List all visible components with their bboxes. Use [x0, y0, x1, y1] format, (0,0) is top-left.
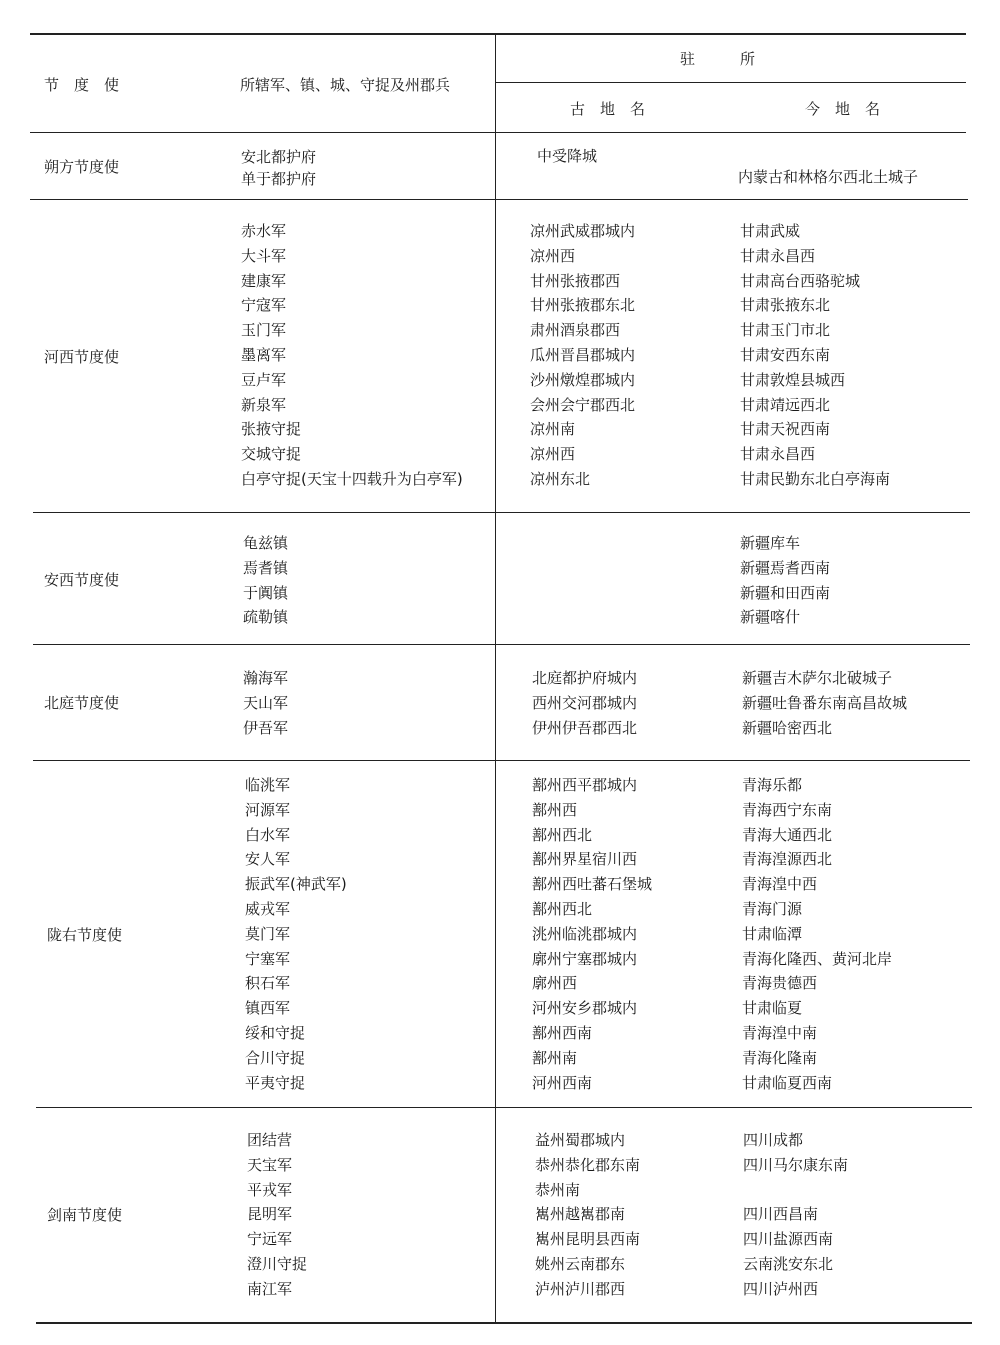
- modern-item: 四川泸州西: [743, 1279, 819, 1298]
- ancient-list: [535, 1128, 640, 1302]
- ancient-item: 鄯州西北: [532, 825, 593, 844]
- modern-item: 新疆和田西南: [740, 583, 831, 602]
- unit-item: 建康军: [241, 271, 287, 290]
- modern-item: 甘肃永昌西: [740, 445, 816, 464]
- header-sub-rule: [496, 82, 966, 83]
- unit-list: [243, 531, 288, 630]
- unit-item: 平戎军: [247, 1180, 293, 1199]
- modern-item: 新疆吉木萨尔北破城子: [742, 669, 893, 687]
- modern-item: 四川成都: [743, 1131, 804, 1149]
- header-ancient-name: 古 地 名: [570, 100, 646, 118]
- section-name: 安西节度使: [44, 571, 120, 589]
- ancient-item: 西州交河郡城内: [532, 693, 638, 712]
- unit-item: 天山军: [243, 693, 289, 712]
- ancient-item: 中受降城: [537, 147, 598, 165]
- ancient-item: 甘州张掖郡东北: [530, 296, 636, 315]
- ancient-item: 廓州宁塞郡城内: [532, 949, 638, 968]
- modern-item: 新疆哈密西北: [742, 718, 833, 737]
- unit-item: 安人军: [245, 850, 291, 869]
- unit-item: 墨离军: [241, 345, 287, 364]
- unit-list: [243, 666, 288, 740]
- unit-item: 天宝军: [247, 1155, 293, 1174]
- ancient-item: 鄯州西吐蕃石堡城: [532, 875, 653, 894]
- unit-item: 镇西军: [245, 999, 291, 1018]
- modern-item: 甘肃靖远西北: [740, 395, 831, 414]
- modern-item: 青海贵德西: [742, 974, 818, 993]
- unit-item: 绥和守捉: [245, 1023, 306, 1042]
- unit-item: 安北都护府: [241, 148, 317, 166]
- unit-item: 伊吾军: [243, 718, 289, 737]
- ancient-item: 凉州东北: [530, 469, 591, 488]
- unit-item: 张掖守捉: [241, 420, 302, 439]
- section-divider: [30, 199, 968, 200]
- table-bottom-rule: [36, 1322, 972, 1324]
- modern-item: 新疆焉耆西南: [740, 558, 831, 577]
- modern-item: 青海化隆西、黄河北岸: [742, 949, 893, 968]
- unit-item: 临洮军: [245, 776, 291, 794]
- ancient-item: 姚州云南郡东: [535, 1254, 626, 1273]
- unit-item: 赤水军: [241, 222, 287, 240]
- header-units: 所辖军、镇、城、守捉及州郡兵: [240, 76, 451, 94]
- ancient-item: 北庭都护府城内: [532, 669, 638, 687]
- header-bottom-rule: [30, 132, 966, 133]
- ancient-item: 河州西南: [532, 1073, 593, 1092]
- header-modern-name: 今 地 名: [805, 100, 881, 118]
- unit-item: 宁塞军: [245, 949, 291, 968]
- table-top-rule: [30, 33, 966, 35]
- ancient-item: 凉州西: [530, 246, 576, 265]
- unit-item: 振武军(神武军): [245, 875, 347, 894]
- ancient-item: 鄯州西北: [532, 899, 593, 918]
- ancient-item: 凉州武威郡城内: [530, 222, 636, 240]
- unit-item: 疏勒镇: [243, 608, 289, 627]
- unit-item: 白水军: [245, 825, 291, 844]
- section-divider: [33, 644, 970, 645]
- ancient-item: 鄯州西: [532, 800, 578, 819]
- ancient-item: 凉州西: [530, 445, 576, 464]
- unit-item: 平夷守捉: [245, 1073, 306, 1092]
- column-divider: [495, 34, 496, 1322]
- modern-item: 青海湟中南: [742, 1023, 818, 1042]
- modern-item: 青海湟中西: [742, 875, 818, 894]
- modern-item: 甘肃张掖东北: [740, 296, 831, 315]
- unit-item: 交城守捉: [241, 445, 302, 464]
- ancient-item: 瓜州晋昌郡城内: [530, 345, 636, 364]
- unit-item: 昆明军: [247, 1205, 293, 1224]
- section-name: 朔方节度使: [44, 158, 120, 176]
- unit-item: 白亭守捉(天宝十四载升为白亭军): [241, 469, 463, 488]
- section-name: 河西节度使: [44, 348, 120, 366]
- header-location: 驻 所: [680, 50, 756, 68]
- modern-item: 青海化隆南: [742, 1048, 818, 1067]
- unit-item: 河源军: [245, 800, 291, 819]
- ancient-item: 益州蜀郡城内: [535, 1131, 626, 1149]
- ancient-item: 嶲州越嶲郡南: [535, 1205, 626, 1224]
- modern-item: 四川盐源西南: [743, 1230, 834, 1249]
- ancient-item: 沙州燉煌郡城内: [530, 370, 636, 389]
- modern-item: 青海乐都: [742, 776, 803, 794]
- ancient-list: [530, 219, 635, 492]
- header-jiedushi: 节 度 使: [44, 76, 120, 94]
- ancient-item: 肃州酒泉郡西: [530, 321, 621, 340]
- modern-item: 云南洮安东北: [743, 1254, 834, 1273]
- ancient-item: 廓州西: [532, 974, 578, 993]
- modern-item: 新疆吐鲁番东南高昌故城: [742, 693, 908, 712]
- modern-item: 甘肃武威: [740, 222, 801, 240]
- modern-item: 青海门源: [742, 899, 803, 918]
- modern-item: 青海湟源西北: [742, 850, 833, 869]
- unit-item: 南江军: [247, 1279, 293, 1298]
- ancient-item: 会州会宁郡西北: [530, 395, 636, 414]
- section-name: 剑南节度使: [47, 1206, 123, 1224]
- ancient-item: 伊州伊吾郡西北: [532, 718, 638, 737]
- ancient-item: 鄯州南: [532, 1048, 578, 1067]
- unit-item: 莫门军: [245, 924, 291, 943]
- unit-item: 焉耆镇: [243, 558, 289, 577]
- unit-item: 龟兹镇: [243, 534, 289, 552]
- modern-item: 青海大通西北: [742, 825, 833, 844]
- ancient-item: 鄯州西南: [532, 1023, 593, 1042]
- modern-item: 甘肃民勤东北白亭海南: [740, 469, 891, 488]
- modern-item: 甘肃安西东南: [740, 345, 831, 364]
- unit-item: 团结营: [247, 1131, 293, 1149]
- unit-item: 豆卢军: [241, 370, 287, 389]
- modern-list: [742, 773, 892, 1095]
- modern-item: 四川马尔康东南: [743, 1155, 849, 1174]
- section-name: 北庭节度使: [44, 694, 120, 712]
- modern-item: 甘肃天祝西南: [740, 420, 831, 439]
- ancient-list: [532, 773, 652, 1095]
- unit-item: 于阗镇: [243, 583, 289, 602]
- modern-item: 新疆库车: [740, 534, 801, 552]
- unit-item: 瀚海军: [243, 669, 289, 687]
- section-divider: [36, 1107, 972, 1108]
- modern-list: [740, 531, 830, 630]
- unit-list: [241, 219, 463, 492]
- ancient-item: 洮州临洮郡城内: [532, 924, 638, 943]
- ancient-item: 恭州南: [535, 1180, 581, 1199]
- ancient-list: [532, 666, 637, 740]
- ancient-item: 凉州南: [530, 420, 576, 439]
- ancient-item: 甘州张掖郡西: [530, 271, 621, 290]
- section-divider: [33, 512, 970, 513]
- section-divider: [33, 760, 970, 761]
- ancient-item: 河州安乡郡城内: [532, 999, 638, 1018]
- section-name: 陇右节度使: [47, 926, 123, 944]
- unit-list: [241, 146, 316, 190]
- modern-item: 内蒙古和林格尔西北土城子: [738, 168, 919, 186]
- unit-item: 宁寇军: [241, 296, 287, 315]
- ancient-item: 泸州泸川郡西: [535, 1279, 626, 1298]
- unit-item: 大斗军: [241, 246, 287, 265]
- unit-item: 宁远军: [247, 1230, 293, 1249]
- unit-item: 威戎军: [245, 899, 291, 918]
- unit-item: 新泉军: [241, 395, 287, 414]
- ancient-item: 恭州恭化郡东南: [535, 1155, 641, 1174]
- modern-item: 青海西宁东南: [742, 800, 833, 819]
- unit-item: 单于都护府: [241, 170, 317, 188]
- unit-item: 合川守捉: [245, 1048, 306, 1067]
- ancient-item: 鄯州西平郡城内: [532, 776, 638, 794]
- unit-list: [245, 773, 347, 1095]
- modern-item: 甘肃临夏: [742, 999, 803, 1018]
- unit-list: [247, 1128, 307, 1302]
- modern-item: 甘肃玉门市北: [740, 321, 831, 340]
- modern-item: 甘肃临夏西南: [742, 1073, 833, 1092]
- modern-list: [740, 219, 890, 492]
- modern-item: 甘肃高台西骆驼城: [740, 271, 861, 290]
- modern-list: [742, 666, 907, 740]
- modern-item: 甘肃敦煌县城西: [740, 370, 846, 389]
- modern-list: [743, 1128, 848, 1302]
- ancient-item: 嶲州昆明县西南: [535, 1230, 641, 1249]
- unit-item: 玉门军: [241, 321, 287, 340]
- ancient-item: 鄯州界星宿川西: [532, 850, 638, 869]
- modern-item: 甘肃永昌西: [740, 246, 816, 265]
- unit-item: 积石军: [245, 974, 291, 993]
- unit-item: 澄川守捉: [247, 1254, 308, 1273]
- modern-item: [743, 1178, 848, 1203]
- modern-item: 新疆喀什: [740, 608, 801, 627]
- modern-item: 甘肃临潭: [742, 924, 803, 943]
- modern-item: 四川西昌南: [743, 1205, 819, 1224]
